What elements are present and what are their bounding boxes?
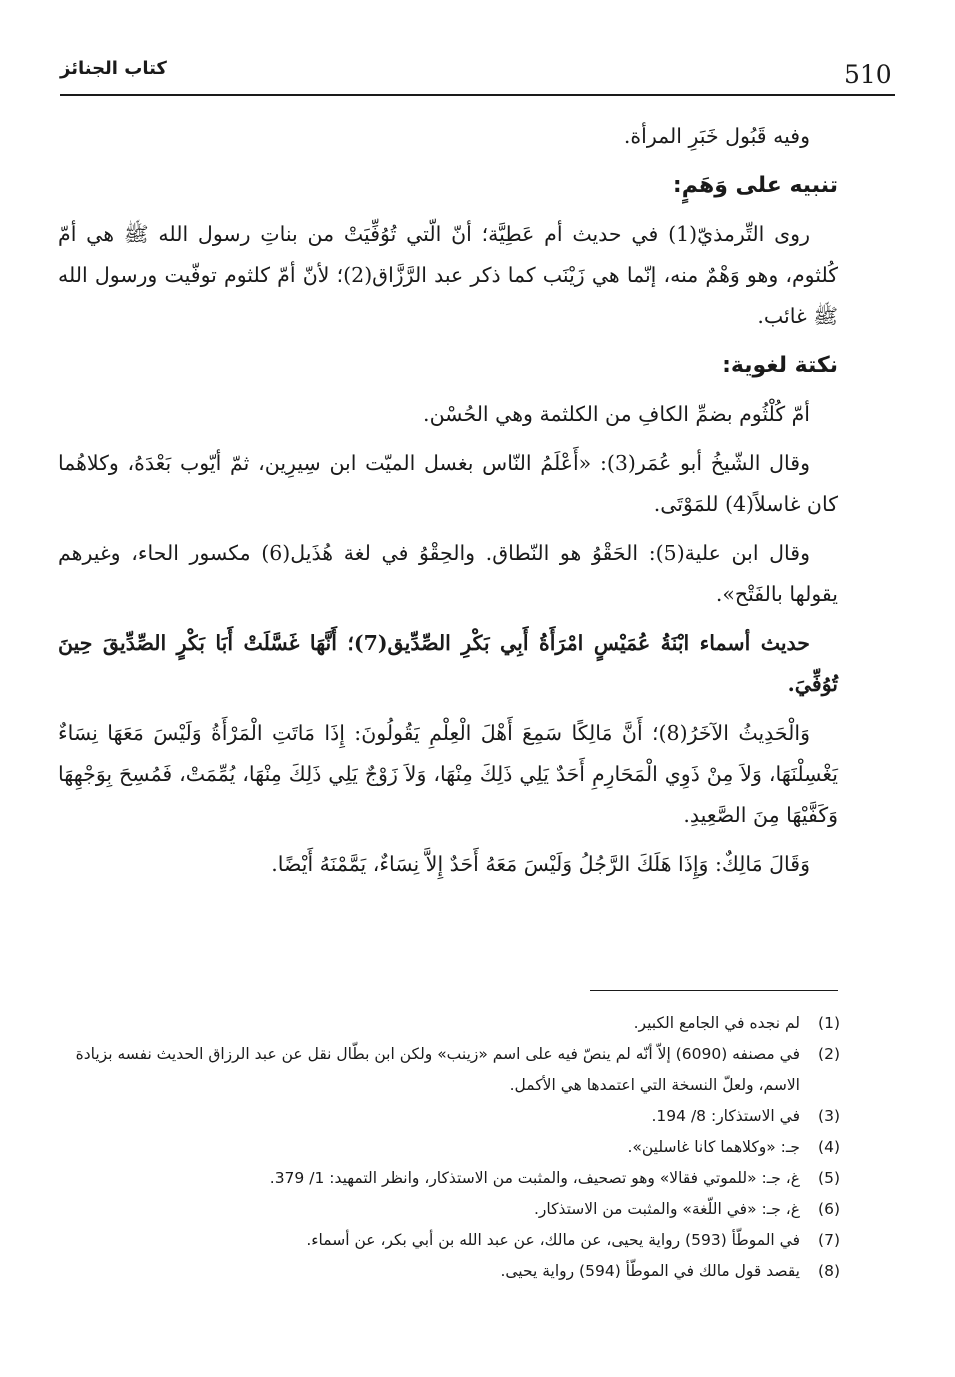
footnote-number: (6) bbox=[818, 1200, 840, 1218]
footnote-separator bbox=[590, 990, 838, 991]
main-text bbox=[58, 116, 838, 893]
paragraph-5: وقال ابن علية(5): الحَقْوُ هو النّطاق. والحِقْوُ في لغة هُذَيل(6) مكسور الحاء، وغيرهم يقولها بالفَتْح». bbox=[58, 541, 838, 606]
footnote-item bbox=[58, 1008, 840, 1039]
footnote-number: (7) bbox=[818, 1231, 840, 1249]
paragraph-1: وفيه قَبُول خَبَرِ المرأة. bbox=[623, 124, 810, 148]
paragraph-3: أمّ كُلْثُوم بضمِّ الكافِ من الكلثمة وهي الحُسْن. bbox=[423, 402, 810, 426]
page-header bbox=[60, 52, 895, 102]
footnotes bbox=[58, 1008, 840, 1287]
footnote-text: غ، جـ: «للموتي فقالا» وهو تصحيف، والمثبت من الاستذكار، وانظر التمهيد: 1/ 379. bbox=[269, 1169, 800, 1187]
footnote-item bbox=[58, 1163, 840, 1194]
footnote-text: جـ: «وكلاهما كانا غاسلين». bbox=[627, 1138, 800, 1156]
footnote-item bbox=[58, 1039, 840, 1101]
paragraph-8: وَقَالَ مَالِكٌ: وَإِذَا هَلَكَ الرَّجُلُ وَلَيْسَ مَعَهُ أَحَدٌ إِلاَّ نِسَاءٌ، يَمَّمْنَهُ أَيْضًا. bbox=[271, 852, 810, 876]
footnote-number: (3) bbox=[818, 1107, 840, 1125]
footnote-text: في مصنفه (6090) إلاّ أنّه لم ينصّ فيه على اسم «زينب» ولكن ابن بطّال نقل عن عبد الرزاق الحديث نفسه بزيادة الاسم، ولعلّ النسخة التي اعتمدها هي الأكمل. bbox=[75, 1045, 800, 1094]
footnote-number: (2) bbox=[818, 1045, 840, 1063]
footnote-item bbox=[58, 1132, 840, 1163]
footnote-text: في الاستذكار: 8/ 194. bbox=[651, 1107, 800, 1125]
footnote-item bbox=[58, 1101, 840, 1132]
footnote-text: في الموطّأ (593) رواية يحيى، عن مالك، عن عبد الله بن أبي بكر، عن أسماء. bbox=[306, 1231, 800, 1249]
heading-linguistic-note: نكتة لغوية: bbox=[722, 353, 838, 378]
page-number: 510 bbox=[844, 60, 892, 89]
footnote-number: (1) bbox=[818, 1014, 840, 1032]
footnote-number: (4) bbox=[818, 1138, 840, 1156]
footnote-number: (8) bbox=[818, 1262, 840, 1280]
footnote-text: يقصد قول مالك في الموطّأ (594) رواية يحيى. bbox=[500, 1262, 800, 1280]
header-rule bbox=[60, 94, 895, 96]
footnote-item bbox=[58, 1194, 840, 1225]
footnote-item bbox=[58, 1256, 840, 1287]
footnote-item bbox=[58, 1225, 840, 1256]
paragraph-2: روى التِّرمذيّ(1) في حديث أم عَطِيَّة؛ أنّ الّتي تُوُفِّيَتْ من بناتِ رسول الله ﷺ هي أمّ كُلثوم، وهو وَهْمٌ منه، إنّما هي زَيْنَب كما ذكر عبد الرَّزَّاق(2)؛ لأنّ أمّ كلثوم توفّيت ورسول الله ﷺ غائب. bbox=[58, 222, 839, 328]
paragraph-4: وقال الشّيخُ أبو عُمَر(3): «أَعْلَمُ النّاس بغسل الميّت ابن سِيرِين، ثمّ أيّوب بَعْدَهُ، وكلاهُما كان غاسلاً(4) للمَوْتَى. bbox=[58, 451, 838, 516]
heading-note-on-error: تنبيه على وَهَمٍ: bbox=[672, 173, 838, 198]
footnote-text: غ، جـ: «في اللّغة» والمثبت من الاستذكار. bbox=[533, 1200, 800, 1218]
paragraph-6: حديث أسماء ابْنَةُ عُمَيْسٍ امْرَأَةُ أَبِي بَكْرِ الصِّدِّيق(7)؛ أَنَّهَا غَسَّلَتْ أَبَا بَكْرٍ الصِّدِّيقَ حِينَ تُوُفِّيَ. bbox=[58, 631, 838, 696]
paragraph-7: وَالْحَدِيثُ الآخَرُ(8)؛ أَنَّ مَالِكًا سَمِعَ أَهْلَ الْعِلْمِ يَقُولُونَ: إِذَا مَاتَتِ الْمَرْأَةُ وَلَيْسَ مَعَهَا نِسَاءٌ يَغْسِلْنَهَا، وَلاَ مِنْ ذَوِي الْمَحَارِمِ أَحَدٌ يَلِي ذَلِكَ مِنْهَا، وَلاَ زَوْجٌ يَلِي ذَلِكَ مِنْهَا، يُمِّمَتْ، فَمُسِحَ بِوَجْهِهَا وَكَفَّيْهَا مِنَ الصَّعِيدِ. bbox=[58, 721, 838, 827]
footnote-number: (5) bbox=[818, 1169, 840, 1187]
footnote-text: لم نجده في الجامع الكبير. bbox=[633, 1014, 800, 1032]
running-title: كتاب الجنائز bbox=[60, 58, 167, 79]
